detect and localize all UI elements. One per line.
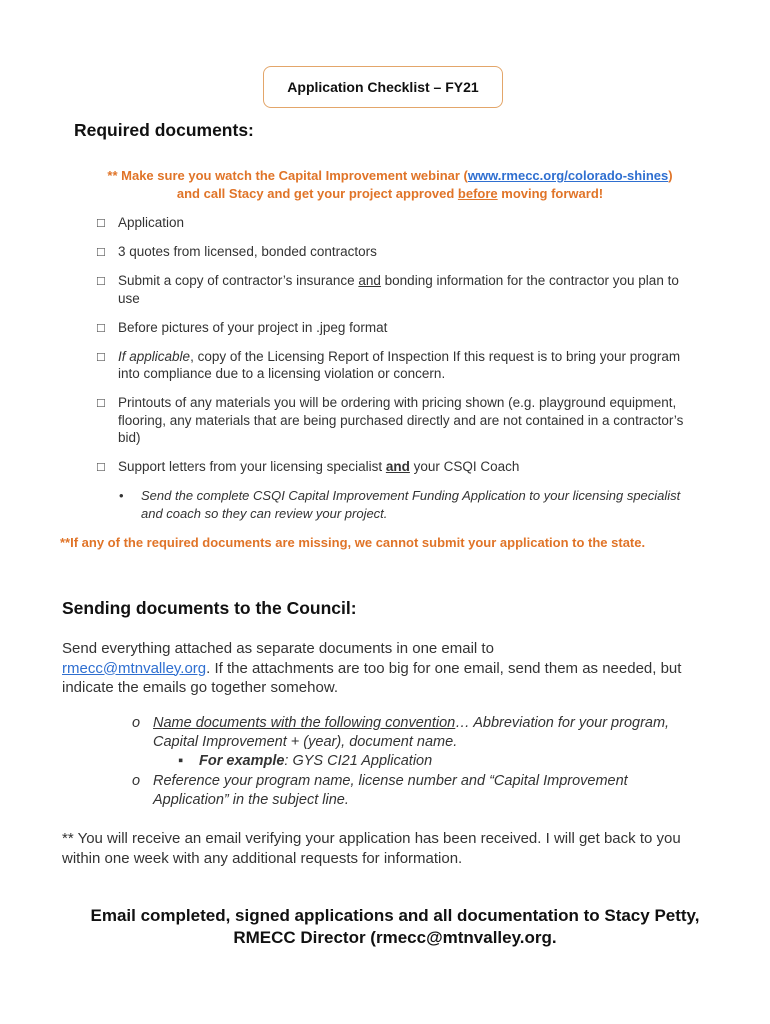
checklist-item[interactable]: ☐ 3 quotes from licensed, bonded contractors — [96, 243, 696, 261]
checkbox-icon[interactable]: ☐ — [96, 218, 106, 230]
checklist-item[interactable]: ☐ Before pictures of your project in .jpeg format — [96, 319, 696, 337]
circle-bullet-icon: o — [132, 715, 141, 731]
support-letters-sub-bullet: • Send the complete CSQI Capital Improvement Funding Application to your licensing specialist and coach so they can review your project. — [119, 488, 681, 521]
confirmation-note: ** You will receive an email verifying your application has been received. I will get back to you within one week with any additional requests for information. — [62, 830, 681, 867]
required-documents-checklist — [96, 214, 696, 487]
checkbox-icon[interactable]: ☐ — [96, 351, 106, 364]
checklist-item[interactable]: ☐ If applicable, copy of the Licensing Report of Inspection If this request is to bring your program into compliance due to a licensing violation or concern. — [96, 348, 681, 381]
webinar-link[interactable]: www.rmecc.org/colorado-shines — [467, 168, 669, 183]
checkbox-icon[interactable]: ☐ — [96, 462, 106, 474]
final-instruction: Email completed, signed applications and all documentation to Stacy Petty, RMECC Director (rmecc@mtnvalley.org. — [90, 906, 700, 947]
checklist-title-box — [263, 66, 503, 108]
page-title: Application Checklist – FY21 — [287, 79, 479, 95]
square-bullet-icon: ▪ — [178, 753, 184, 769]
checklist-item[interactable]: ☐ Application — [96, 214, 696, 232]
checklist-item[interactable]: ☐ Printouts of any materials you will be ordering with pricing shown (e.g. playground equipment, flooring, any materials that are being purchased directly and are not contained in a contractor’s bid) — [96, 395, 684, 445]
checkbox-icon[interactable]: ☐ — [96, 322, 106, 335]
checklist-item[interactable]: ☐ Submit a copy of contractor’s insurance and bonding information for the contractor you plan to use — [96, 273, 679, 306]
example-line: For example: GYS CI21 Application — [199, 753, 433, 769]
bullet-dot-icon: • — [119, 488, 124, 503]
council-email-link[interactable]: rmecc@mtnvalley.org — [62, 659, 207, 677]
naming-convention-bullet: Name documents with the following convention… Abbreviation for your program, Capital Improvement + (year), document name. — [153, 715, 670, 750]
circle-bullet-icon: o — [132, 773, 141, 789]
checklist-item[interactable]: ☐ Support letters from your licensing specialist and your CSQI Coach — [96, 458, 696, 476]
subject-line-bullet: Reference your program name, license number and “Capital Improvement Application” in the subject line. — [153, 773, 628, 808]
sending-instructions: Send everything attached as separate documents in one email to rmecc@mtnvalley.org. If the attachments are too big for one email, send them as needed, but indicate the emails go together somehow. — [62, 640, 682, 696]
webinar-notice: ** Make sure you watch the Capital Improvement webinar (www.rmecc.org/colorado-shines) and call Stacy and get your project approved before moving forward! — [107, 168, 673, 201]
checkbox-icon[interactable]: ☐ — [96, 398, 106, 410]
sending-documents-heading: Sending documents to the Council: — [62, 598, 357, 618]
checkbox-icon[interactable]: ☐ — [96, 247, 106, 259]
required-documents-heading: Required documents: — [74, 120, 254, 140]
missing-documents-warning: **If any of the required documents are missing, we cannot submit your application to the state. — [60, 535, 646, 550]
checkbox-icon[interactable]: ☐ — [96, 276, 106, 288]
